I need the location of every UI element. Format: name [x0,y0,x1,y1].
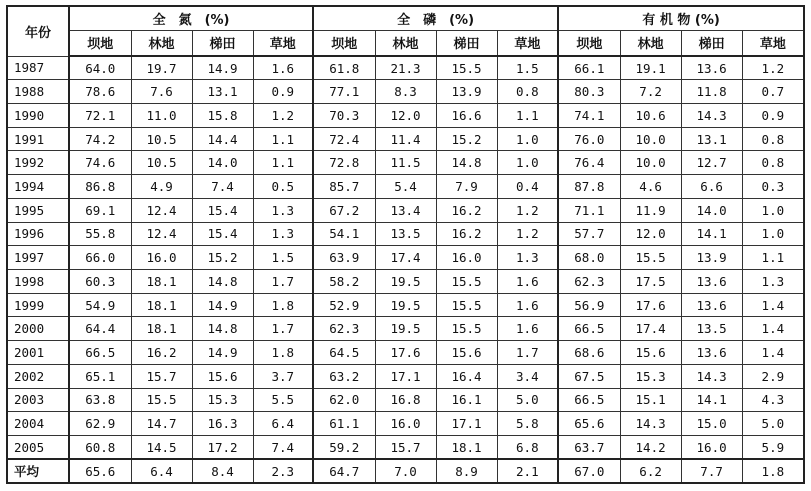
value-cell: 66.5 [69,341,131,365]
value-cell: 11.9 [620,198,681,222]
value-cell: 15.5 [436,293,497,317]
value-cell: 72.4 [313,127,375,151]
value-cell: 1.6 [497,317,558,341]
value-cell: 0.9 [253,80,313,104]
table-row [7,246,804,270]
value-cell: 14.8 [192,317,253,341]
value-cell: 18.1 [131,293,192,317]
value-cell: 85.7 [313,175,375,199]
year-cell: 1995 [7,198,69,222]
value-cell: 63.9 [313,246,375,270]
table-row [7,269,804,293]
value-cell: 69.1 [69,198,131,222]
value-cell: 72.8 [313,151,375,175]
value-cell: 1.6 [497,293,558,317]
value-cell: 14.2 [620,436,681,460]
value-cell: 16.2 [436,198,497,222]
value-cell: 3.4 [497,364,558,388]
value-cell: 1.3 [253,222,313,246]
value-cell: 13.6 [681,293,742,317]
value-cell: 62.0 [313,388,375,412]
average-row [7,459,804,483]
table-row [7,388,804,412]
value-cell: 15.7 [375,436,436,460]
subheader-grassland: 草地 [497,30,558,56]
value-cell: 15.4 [192,222,253,246]
value-cell: 14.9 [192,341,253,365]
value-cell: 16.6 [436,103,497,127]
value-cell: 5.9 [742,436,804,460]
value-cell: 18.1 [131,269,192,293]
table-row [7,175,804,199]
value-cell: 1.8 [253,341,313,365]
value-cell: 12.7 [681,151,742,175]
value-cell: 14.3 [681,364,742,388]
value-cell: 13.9 [681,246,742,270]
value-cell: 77.1 [313,80,375,104]
value-cell: 1.3 [742,269,804,293]
value-cell: 0.7 [742,80,804,104]
value-cell: 1.4 [742,293,804,317]
value-cell: 6.6 [681,175,742,199]
value-cell: 7.9 [436,175,497,199]
group-header-organic-matter: 有 机 物 (%) [558,6,804,30]
value-cell: 17.6 [375,341,436,365]
value-cell: 16.1 [436,388,497,412]
value-cell: 16.3 [192,412,253,436]
value-cell: 63.2 [313,364,375,388]
value-cell: 15.2 [192,246,253,270]
value-cell: 2.1 [497,459,558,483]
value-cell: 5.0 [742,412,804,436]
value-cell: 15.3 [192,388,253,412]
subheader-terrace: 梯田 [436,30,497,56]
value-cell: 6.2 [620,459,681,483]
value-cell: 10.5 [131,127,192,151]
value-cell: 10.0 [620,151,681,175]
value-cell: 10.6 [620,103,681,127]
value-cell: 16.2 [436,222,497,246]
table-row [7,80,804,104]
value-cell: 5.4 [375,175,436,199]
value-cell: 64.7 [313,459,375,483]
subheader-terrace: 梯田 [681,30,742,56]
value-cell: 55.8 [69,222,131,246]
value-cell: 62.9 [69,412,131,436]
value-cell: 8.3 [375,80,436,104]
value-cell: 16.0 [681,436,742,460]
year-column-header: 年份 [7,6,69,56]
subheader-forest-land: 林地 [620,30,681,56]
subheader-dam-land: 坝地 [69,30,131,56]
value-cell: 58.2 [313,269,375,293]
year-cell: 1999 [7,293,69,317]
value-cell: 2.9 [742,364,804,388]
value-cell: 15.4 [192,198,253,222]
value-cell: 66.5 [558,388,620,412]
value-cell: 13.6 [681,341,742,365]
value-cell: 19.5 [375,317,436,341]
value-cell: 74.2 [69,127,131,151]
value-cell: 14.3 [681,103,742,127]
value-cell: 17.1 [436,412,497,436]
value-cell: 0.3 [742,175,804,199]
value-cell: 1.0 [742,198,804,222]
value-cell: 15.6 [620,341,681,365]
value-cell: 64.4 [69,317,131,341]
value-cell: 1.5 [253,246,313,270]
value-cell: 14.7 [131,412,192,436]
value-cell: 15.2 [436,127,497,151]
table-row [7,364,804,388]
value-cell: 0.8 [742,127,804,151]
subheader-dam-land: 坝地 [313,30,375,56]
header-row-groups [7,6,804,30]
group-header-total-nitrogen: 全 氮 (%) [69,6,313,30]
value-cell: 14.4 [192,127,253,151]
value-cell: 19.1 [620,56,681,80]
value-cell: 70.3 [313,103,375,127]
year-cell: 1996 [7,222,69,246]
subheader-dam-land: 坝地 [558,30,620,56]
value-cell: 7.2 [620,80,681,104]
value-cell: 17.4 [375,246,436,270]
value-cell: 1.1 [253,151,313,175]
value-cell: 0.5 [253,175,313,199]
value-cell: 0.8 [742,151,804,175]
year-cell: 1997 [7,246,69,270]
value-cell: 60.3 [69,269,131,293]
value-cell: 67.0 [558,459,620,483]
value-cell: 17.6 [620,293,681,317]
value-cell: 13.9 [436,80,497,104]
value-cell: 1.0 [497,127,558,151]
year-cell: 2005 [7,436,69,460]
value-cell: 8.9 [436,459,497,483]
value-cell: 6.4 [253,412,313,436]
value-cell: 16.0 [131,246,192,270]
value-cell: 12.4 [131,222,192,246]
value-cell: 7.6 [131,80,192,104]
value-cell: 74.6 [69,151,131,175]
year-cell: 1994 [7,175,69,199]
value-cell: 11.4 [375,127,436,151]
value-cell: 14.1 [681,388,742,412]
value-cell: 10.5 [131,151,192,175]
value-cell: 14.9 [192,56,253,80]
value-cell: 14.3 [620,412,681,436]
value-cell: 57.7 [558,222,620,246]
year-cell: 2003 [7,388,69,412]
value-cell: 1.4 [742,317,804,341]
value-cell: 1.6 [253,56,313,80]
table-row [7,341,804,365]
value-cell: 66.1 [558,56,620,80]
year-cell: 1988 [7,80,69,104]
value-cell: 67.2 [313,198,375,222]
value-cell: 14.0 [192,151,253,175]
value-cell: 66.0 [69,246,131,270]
value-cell: 62.3 [313,317,375,341]
value-cell: 1.7 [497,341,558,365]
value-cell: 15.0 [681,412,742,436]
subheader-forest-land: 林地 [375,30,436,56]
value-cell: 61.1 [313,412,375,436]
value-cell: 0.4 [497,175,558,199]
subheader-terrace: 梯田 [192,30,253,56]
value-cell: 11.0 [131,103,192,127]
value-cell: 15.8 [192,103,253,127]
value-cell: 71.1 [558,198,620,222]
value-cell: 86.8 [69,175,131,199]
subheader-forest-land: 林地 [131,30,192,56]
value-cell: 13.4 [375,198,436,222]
value-cell: 14.8 [192,269,253,293]
value-cell: 5.0 [497,388,558,412]
table-row [7,317,804,341]
value-cell: 1.1 [742,246,804,270]
value-cell: 15.6 [192,364,253,388]
table-row [7,293,804,317]
value-cell: 1.2 [497,198,558,222]
value-cell: 17.1 [375,364,436,388]
value-cell: 62.3 [558,269,620,293]
table-row [7,436,804,460]
value-cell: 78.6 [69,80,131,104]
value-cell: 64.0 [69,56,131,80]
subheader-grassland: 草地 [253,30,313,56]
value-cell: 1.3 [253,198,313,222]
value-cell: 4.9 [131,175,192,199]
value-cell: 1.5 [497,56,558,80]
value-cell: 12.4 [131,198,192,222]
value-cell: 1.8 [253,293,313,317]
value-cell: 64.5 [313,341,375,365]
value-cell: 15.1 [620,388,681,412]
value-cell: 19.7 [131,56,192,80]
average-label: 平均 [7,459,69,483]
value-cell: 13.5 [375,222,436,246]
table-row [7,151,804,175]
value-cell: 15.5 [620,246,681,270]
value-cell: 19.5 [375,269,436,293]
value-cell: 87.8 [558,175,620,199]
value-cell: 1.1 [497,103,558,127]
year-cell: 2002 [7,364,69,388]
value-cell: 68.6 [558,341,620,365]
value-cell: 0.8 [497,80,558,104]
value-cell: 16.0 [436,246,497,270]
value-cell: 14.8 [436,151,497,175]
value-cell: 6.4 [131,459,192,483]
nutrient-share-table [6,5,805,484]
table-row [7,103,804,127]
value-cell: 60.8 [69,436,131,460]
value-cell: 13.1 [681,127,742,151]
value-cell: 72.1 [69,103,131,127]
value-cell: 19.5 [375,293,436,317]
year-cell: 2001 [7,341,69,365]
value-cell: 4.3 [742,388,804,412]
value-cell: 1.3 [497,246,558,270]
value-cell: 65.1 [69,364,131,388]
value-cell: 12.0 [620,222,681,246]
value-cell: 65.6 [558,412,620,436]
value-cell: 67.5 [558,364,620,388]
value-cell: 16.8 [375,388,436,412]
year-cell: 1992 [7,151,69,175]
value-cell: 0.9 [742,103,804,127]
value-cell: 16.4 [436,364,497,388]
value-cell: 15.3 [620,364,681,388]
value-cell: 5.5 [253,388,313,412]
value-cell: 1.6 [497,269,558,293]
value-cell: 7.4 [192,175,253,199]
table-row [7,198,804,222]
group-header-total-phosphorus: 全 磷 (%) [313,6,558,30]
value-cell: 1.7 [253,269,313,293]
table-row [7,222,804,246]
value-cell: 1.4 [742,341,804,365]
value-cell: 7.4 [253,436,313,460]
value-cell: 13.1 [192,80,253,104]
year-cell: 1990 [7,103,69,127]
value-cell: 17.5 [620,269,681,293]
value-cell: 5.8 [497,412,558,436]
value-cell: 68.0 [558,246,620,270]
value-cell: 16.2 [131,341,192,365]
value-cell: 65.6 [69,459,131,483]
value-cell: 1.1 [253,127,313,151]
value-cell: 2.3 [253,459,313,483]
value-cell: 6.8 [497,436,558,460]
value-cell: 80.3 [558,80,620,104]
value-cell: 13.6 [681,269,742,293]
value-cell: 15.5 [131,388,192,412]
subheader-grassland: 草地 [742,30,804,56]
table-row [7,412,804,436]
value-cell: 61.8 [313,56,375,80]
year-cell: 1998 [7,269,69,293]
value-cell: 52.9 [313,293,375,317]
value-cell: 13.6 [681,56,742,80]
value-cell: 18.1 [436,436,497,460]
value-cell: 1.0 [497,151,558,175]
year-cell: 1987 [7,56,69,80]
value-cell: 18.1 [131,317,192,341]
value-cell: 1.2 [253,103,313,127]
value-cell: 16.0 [375,412,436,436]
value-cell: 1.7 [253,317,313,341]
value-cell: 1.2 [742,56,804,80]
value-cell: 54.9 [69,293,131,317]
value-cell: 1.0 [742,222,804,246]
year-cell: 2004 [7,412,69,436]
value-cell: 15.6 [436,341,497,365]
year-cell: 1991 [7,127,69,151]
table-row [7,127,804,151]
value-cell: 11.5 [375,151,436,175]
value-cell: 63.8 [69,388,131,412]
value-cell: 63.7 [558,436,620,460]
value-cell: 15.5 [436,56,497,80]
value-cell: 14.0 [681,198,742,222]
value-cell: 17.4 [620,317,681,341]
value-cell: 10.0 [620,127,681,151]
value-cell: 59.2 [313,436,375,460]
value-cell: 4.6 [620,175,681,199]
value-cell: 74.1 [558,103,620,127]
value-cell: 54.1 [313,222,375,246]
table-body [7,56,804,483]
value-cell: 3.7 [253,364,313,388]
value-cell: 66.5 [558,317,620,341]
value-cell: 17.2 [192,436,253,460]
value-cell: 7.7 [681,459,742,483]
value-cell: 11.8 [681,80,742,104]
value-cell: 14.5 [131,436,192,460]
value-cell: 1.8 [742,459,804,483]
value-cell: 13.5 [681,317,742,341]
value-cell: 8.4 [192,459,253,483]
value-cell: 15.5 [436,317,497,341]
table-row [7,56,804,80]
value-cell: 76.0 [558,127,620,151]
value-cell: 15.5 [436,269,497,293]
value-cell: 76.4 [558,151,620,175]
value-cell: 14.9 [192,293,253,317]
year-cell: 2000 [7,317,69,341]
header-row-land-types [7,30,804,56]
value-cell: 15.7 [131,364,192,388]
value-cell: 14.1 [681,222,742,246]
value-cell: 12.0 [375,103,436,127]
value-cell: 7.0 [375,459,436,483]
value-cell: 56.9 [558,293,620,317]
value-cell: 1.2 [497,222,558,246]
value-cell: 21.3 [375,56,436,80]
